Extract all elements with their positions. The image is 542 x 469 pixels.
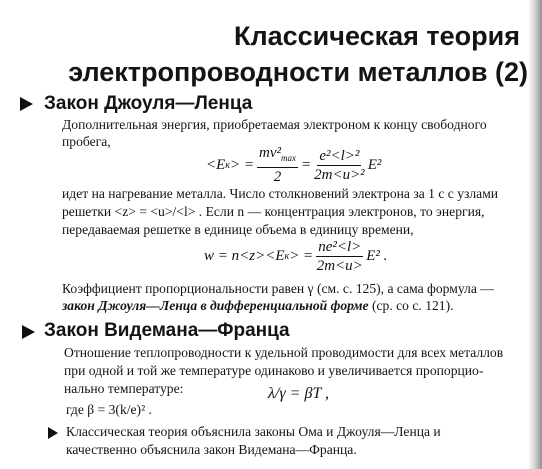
bullet-arrow-icon <box>22 325 35 339</box>
formula-term: w = n<z><E <box>204 248 285 264</box>
bullet-arrow-icon <box>48 427 58 439</box>
paragraph-text: (ср. со с. 121). <box>368 298 454 313</box>
section-heading-wiedemann-franz: Закон Видемана—Франца <box>44 320 290 341</box>
paragraph-line: при одной и той же температуре одинаково и увеличивается пропорцио- <box>64 363 484 378</box>
fraction-denominator: 2m<u>² <box>314 166 365 183</box>
paragraph-line: Отношение теплопроводности к удельной проводимости для всех металлов <box>64 345 504 360</box>
paragraph-line: Дополнительная энергия, приобретаемая электроном к концу свободного <box>62 117 487 132</box>
paragraph-line: Классическая теория объяснила законы Ома и Джоуля—Ленца и <box>66 424 441 439</box>
fraction <box>316 238 363 275</box>
fraction-numerator: ne²<l> <box>318 239 362 255</box>
formula-term: = <box>300 156 312 173</box>
paragraph-line <box>62 297 454 315</box>
paragraph-line: решетки <z> = <u>/<l> . Если n — концентрация электронов, то энергия, <box>62 204 485 219</box>
paragraph-line: пробега, <box>62 134 111 149</box>
formula-power <box>204 238 387 275</box>
formula-subscript: max <box>280 153 296 163</box>
page-title-line2: электропроводности металлов (2) <box>68 57 528 87</box>
page-edge-shadow <box>528 0 542 469</box>
formula-subscript: к <box>225 159 230 171</box>
paragraph-line: качественно объяснила закон Видемана—Франца. <box>66 442 357 457</box>
formula-term: > = <box>289 248 314 264</box>
formula-term: > = <box>229 156 254 173</box>
fraction-numerator: e²<l>² <box>319 147 360 164</box>
formula-wiedemann-franz: λ/γ = βT , <box>268 385 330 402</box>
formula-term: E² <box>367 156 382 173</box>
fraction <box>314 147 365 184</box>
fraction-denominator: 2 <box>273 169 282 185</box>
section-heading-joule-lenz: Закон Джоуля—Ленца <box>44 93 253 114</box>
paragraph-line: нально температуре: <box>64 381 184 396</box>
paragraph-line: где β = 3(k/e)² . <box>66 402 152 417</box>
page-title-line1: Классическая теория <box>234 21 520 51</box>
formula-term: E² . <box>366 248 388 264</box>
paragraph-line: передаваемая решетке в единице объема в единицу времени, <box>62 222 414 237</box>
bullet-arrow-icon <box>20 97 33 111</box>
formula-energy <box>206 144 381 186</box>
fraction-denominator: 2m<u> <box>316 258 363 274</box>
fraction-numerator: mv² <box>258 145 281 161</box>
paragraph-line: идет на нагревание металла. Число столкновений электрона за 1 с с узлами <box>62 186 499 201</box>
formula-term: <E <box>206 156 226 173</box>
formula-subscript: к <box>284 251 290 262</box>
paragraph-line: Коэффициент пропорциональности равен γ (см. с. 125), а сама формула — <box>62 281 494 296</box>
fraction <box>257 144 298 186</box>
emphasis-law-name: закон Джоуля—Ленца в дифференциальной форме <box>62 298 369 313</box>
